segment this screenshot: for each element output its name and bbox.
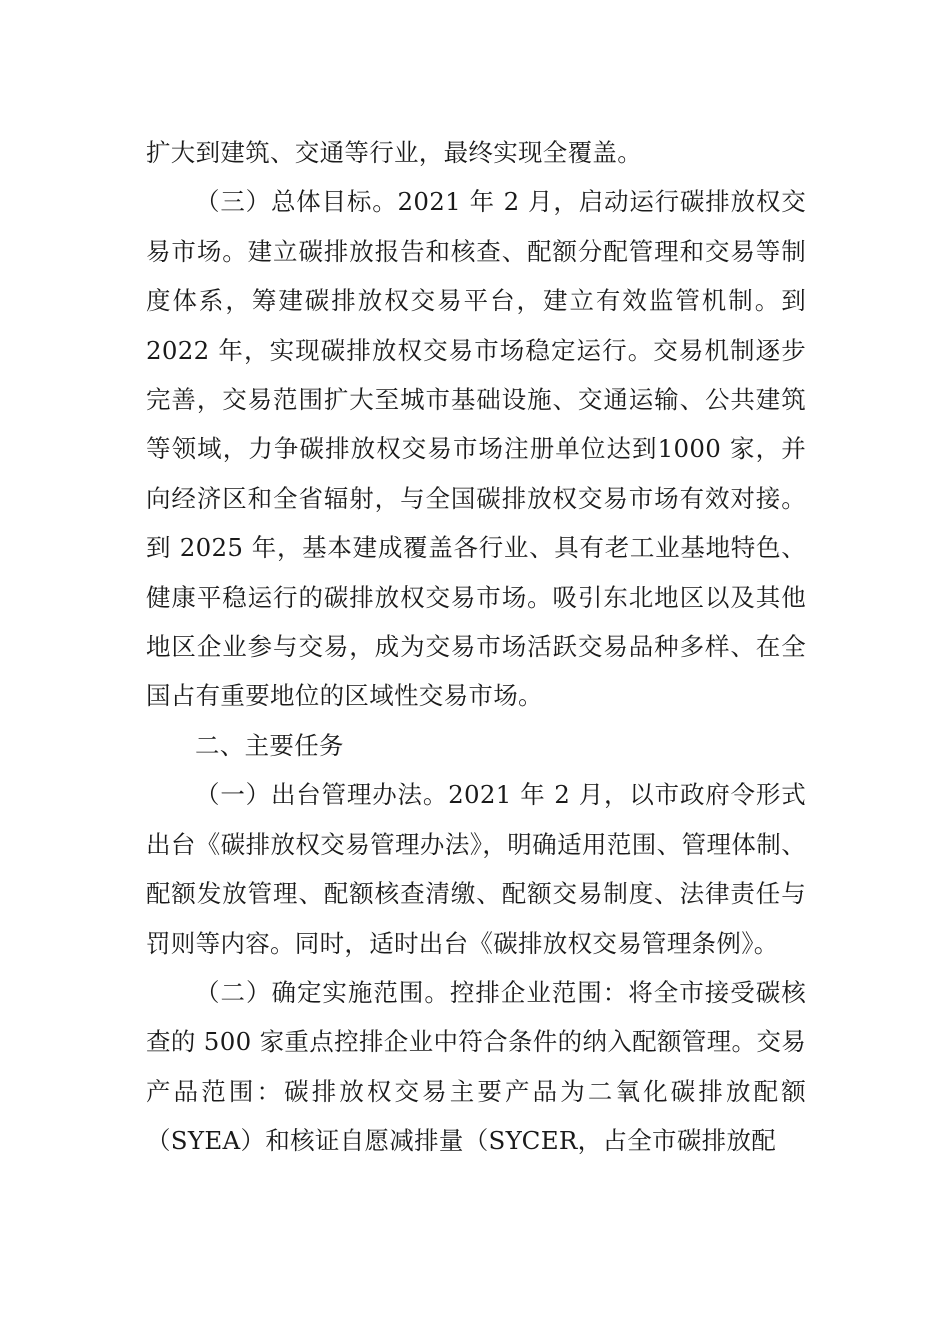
section-heading-main-tasks: 二、主要任务	[195, 730, 344, 760]
paragraph-management-measures: （一）出台管理办法。2021 年 2 月，以市政府令形式出台《碳排放权交易管理办法》，明确适用范围、管理体制、配额发放管理、配额核查清缴、配额交易制度、法律责任与罚则等内容。同时，适时出台《碳排放权交易管理条例》。	[146, 780, 806, 958]
document-body	[146, 128, 806, 1166]
paragraph-overall-goals: （三）总体目标。2021 年 2 月，启动运行碳排放权交易市场。建立碳排放报告和核查、配额分配管理和交易等制度体系，筹建碳排放权交易平台，建立有效监管机制。到 2022 年，实现碳排放权交易市场稳定运行。交易机制逐步完善，交易范围扩大至城市基础设施、交通运输、公共建筑等领域，力争碳排放权交易市场注册单位达到1000 家，并向经济区和全省辐射，与全国碳排放权交易市场有效对接。到 2025 年，基本建成覆盖各行业、具有老工业基地特色、健康平稳运行的碳排放权交易市场。吸引东北地区以及其他地区企业参与交易，成为交易市场活跃交易品种多样、在全国占有重要地位的区域性交易市场。	[146, 187, 806, 711]
paragraph-implementation-scope: （二）确定实施范围。控排企业范围：将全市接受碳核查的 500 家重点控排企业中符合条件的纳入配额管理。交易产品范围：碳排放权交易主要产品为二氧化碳排放配额（SYEA）和核证自愿减排量（SYCER，占全市碳排放配	[146, 977, 806, 1156]
paragraph-continuation: 扩大到建筑、交通等行业，最终实现全覆盖。	[146, 138, 642, 167]
